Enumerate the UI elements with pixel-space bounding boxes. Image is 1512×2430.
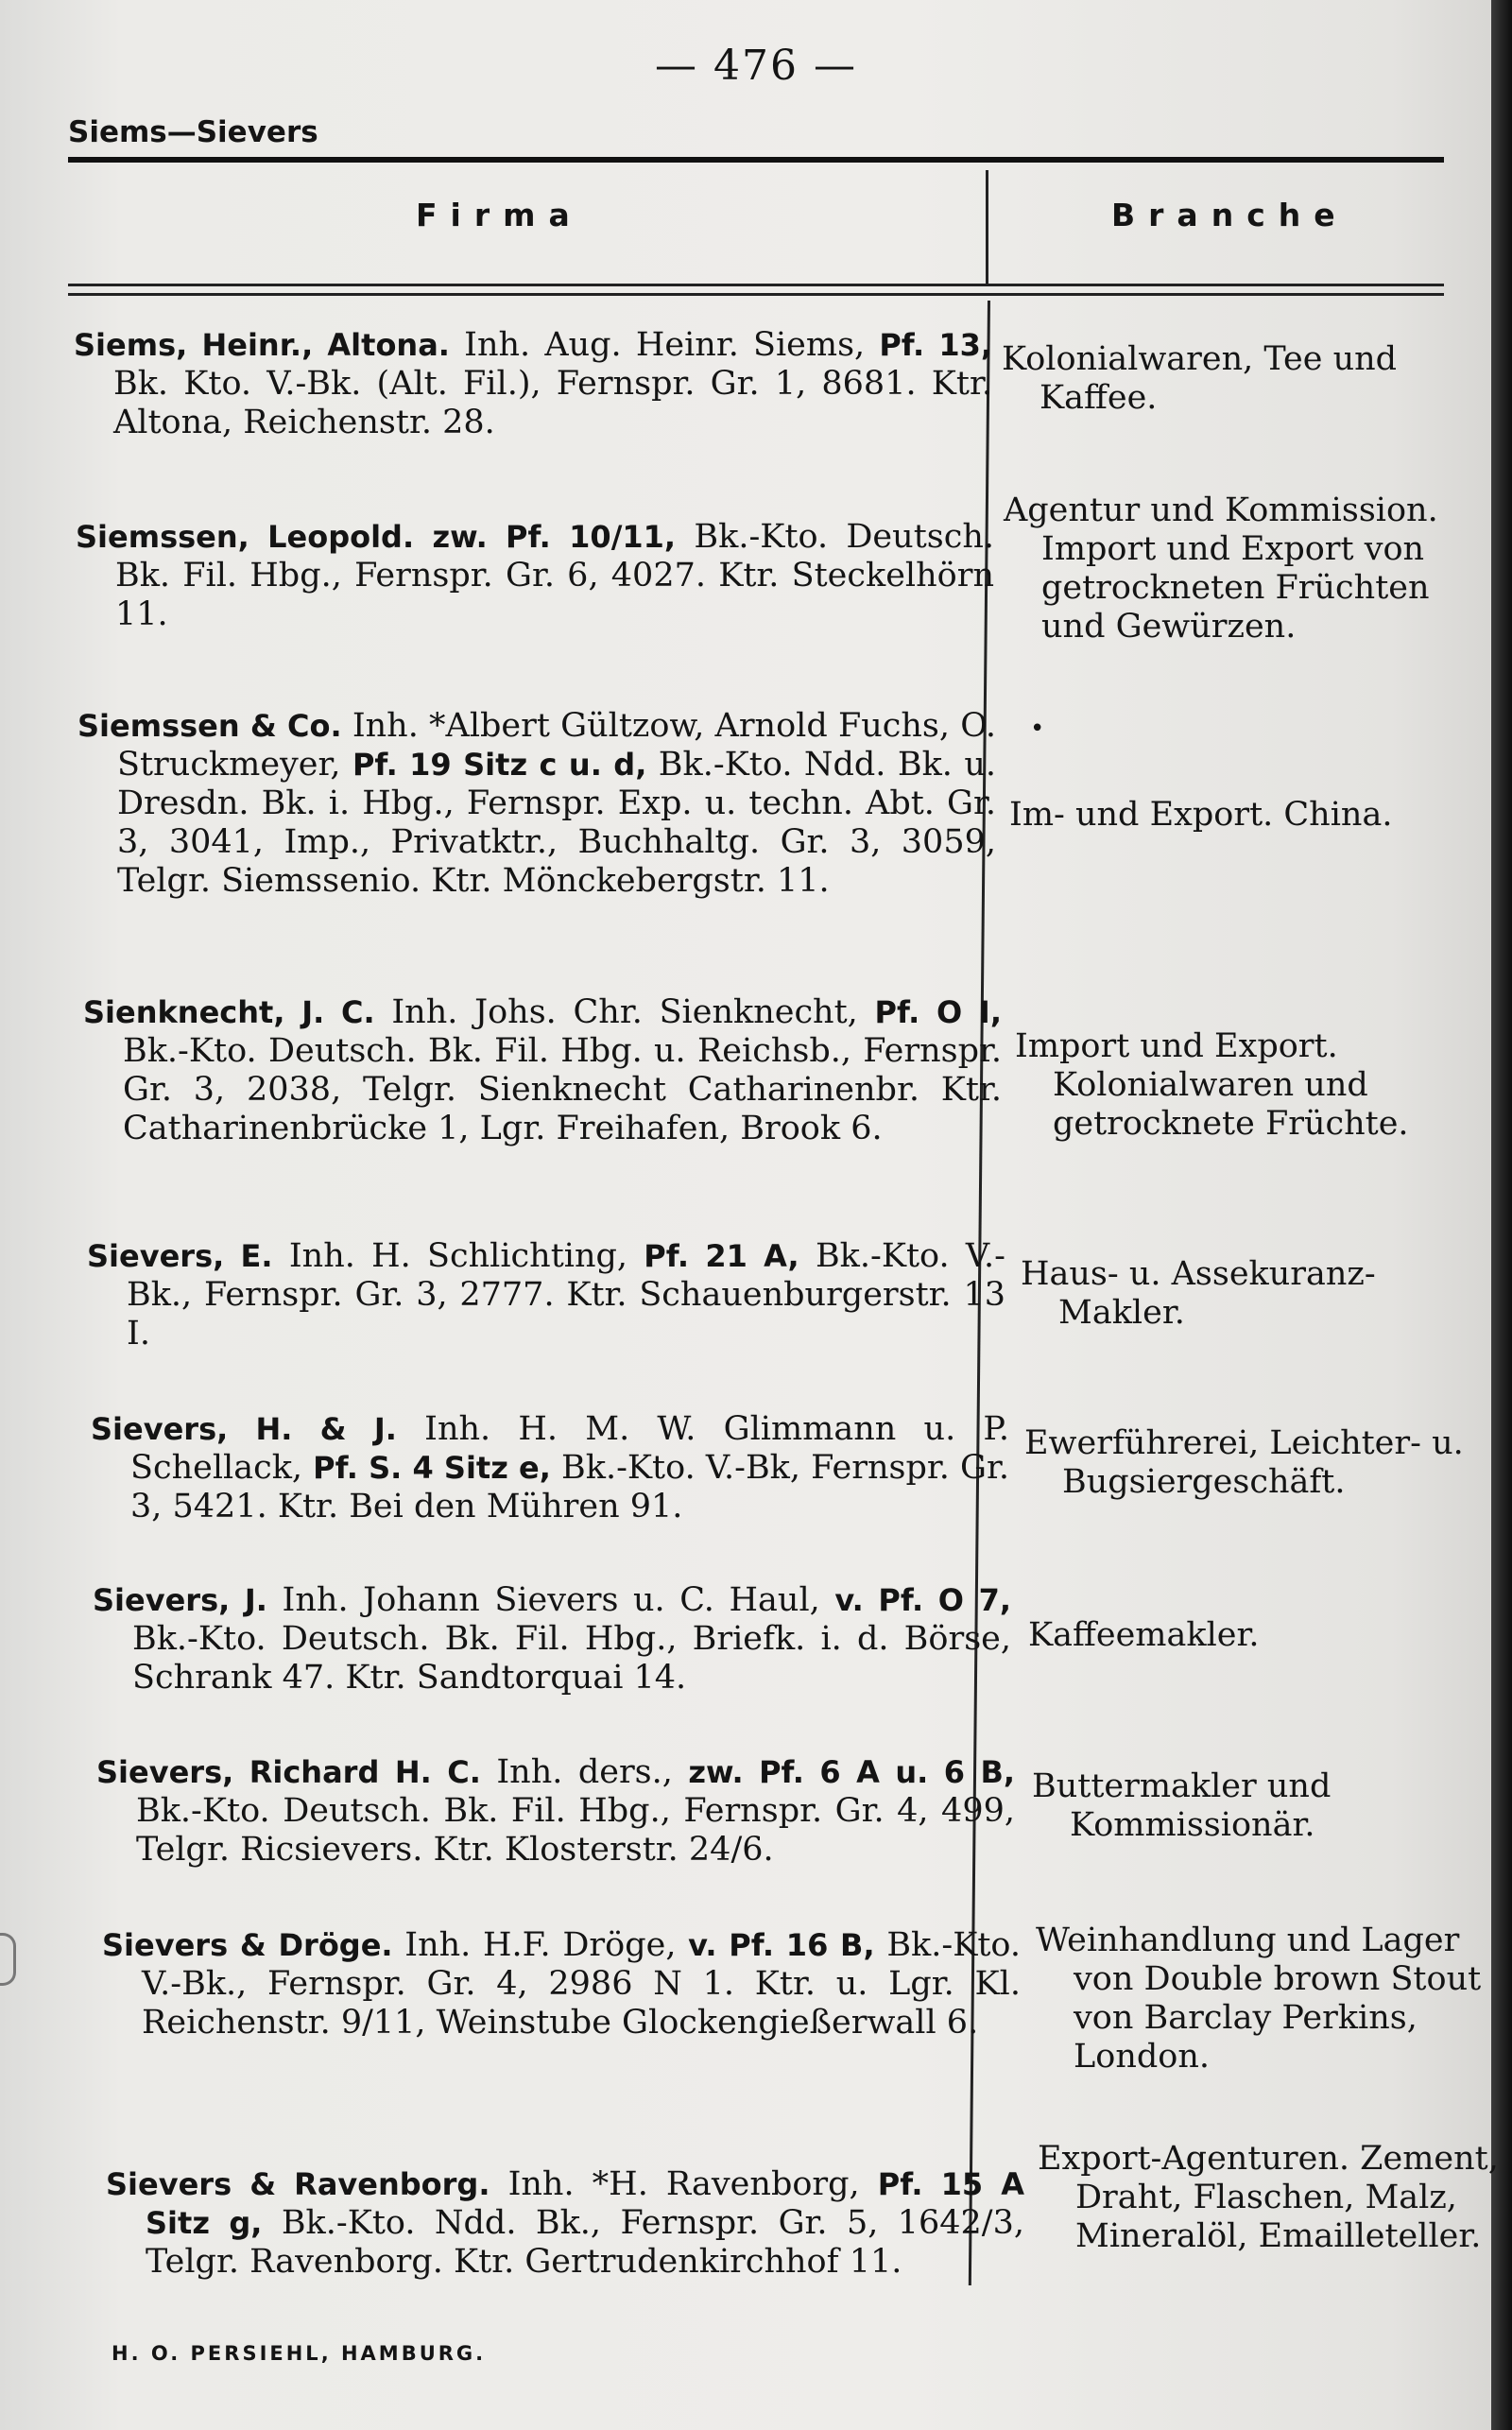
firma-text bbox=[93, 1581, 1011, 1698]
firm-details: Bk.-Kto. Deutsch. Bk. Fil. Hbg., Fernspr. Gr. 6, 4027. Ktr. Steckelhörn 11. bbox=[115, 518, 994, 633]
pf-number: Pf. 19 Sitz c u. d, bbox=[352, 747, 647, 783]
running-head: Siems—Sievers bbox=[68, 115, 318, 149]
pf-number: Pf. S. 4 Sitz e, bbox=[313, 1450, 551, 1486]
branche-text: Buttermakler und Kommissionär. bbox=[1032, 1767, 1332, 1844]
firma-text bbox=[96, 1753, 1015, 1870]
firm-details: Bk.-Kto. Deutsch. Bk. Fil. Hbg. u. Reichsb., Fernspr. Gr. 3, 2038, Telgr. Sienknecht Catharinenbr. Ktr. Catharinenbrücke 1, Lgr. Freihafen, Brook 6. bbox=[123, 1032, 1002, 1147]
branche-text: Import und Export. Kolonialwaren und getrocknete Früchte. bbox=[1015, 1027, 1409, 1143]
firm-details: Bk.-Kto. V.-Bk., Fernspr. Gr. 3, 2777. Ktr. Schauenburgerstr. 13 I. bbox=[127, 1237, 1006, 1353]
column-divider-header bbox=[986, 170, 988, 284]
firm-details: Inh. H.F. Dröge, bbox=[392, 1926, 689, 1964]
firm-details: Inh. Johs. Chr. Sienknecht, bbox=[374, 993, 875, 1031]
pf-number: v. Pf. 16 B, bbox=[688, 1927, 875, 1963]
pf-number: zw. Pf. 10/11, bbox=[432, 519, 677, 555]
header-double-rule-top bbox=[68, 284, 1444, 286]
firm-name: Siemssen, Leopold. bbox=[76, 519, 415, 555]
firma-text bbox=[83, 993, 1002, 1148]
printer-imprint: H. O. PERSIEHL, HAMBURG. bbox=[112, 2342, 487, 2365]
firm-details: Inh. ders., bbox=[480, 1753, 689, 1791]
firm-details: Inh. *H. Ravenborg, bbox=[490, 2165, 878, 2203]
firm-details: Bk. Kto. V.-Bk. (Alt. Fil.), Fernspr. Gr. 1, 8681. Ktr. Altona, Reichenstr. 28. bbox=[113, 365, 992, 441]
branche-text: Kaffeemakler. bbox=[1028, 1616, 1260, 1654]
firm-name: Sienknecht, J. C. bbox=[83, 994, 375, 1030]
firm-name: Sievers, E. bbox=[87, 1238, 273, 1274]
firm-name: Sievers & Dröge. bbox=[102, 1927, 393, 1963]
branche-text: Kolonialwaren, Tee und Kaffee. bbox=[1002, 340, 1398, 417]
firm-details: Bk.-Kto. V.-Bk., Fernspr. Gr. 4, 2986 N 1. Ktr. u. Lgr. Kl. Reichenstr. 9/11, Weinstube Glockengießerwall 6. bbox=[142, 1926, 1021, 2042]
page-number: — 476 — bbox=[655, 42, 857, 90]
branche-text: Agentur und Kommission. Import und Export von getrockneten Früchten und Gewürzen. bbox=[1004, 491, 1438, 646]
firma-text bbox=[87, 1237, 1005, 1353]
branche-text: Haus- u. Assekuranz-Makler. bbox=[1021, 1255, 1376, 1332]
firm-name: Siems, Heinr., Altona. bbox=[74, 327, 450, 363]
firm-name: Sievers, Richard H. C. bbox=[96, 1754, 481, 1790]
firm-details: Bk.-Kto. Ndd. Bk., Fernspr. Gr. 5, 1642/3, Telgr. Ravenborg. Ktr. Gertrudenkirchhof 11. bbox=[146, 2204, 1024, 2281]
firm-name: Siemssen & Co. bbox=[77, 708, 342, 744]
pf-number: zw. Pf. 6 A u. 6 B, bbox=[688, 1754, 1016, 1790]
pf-number: Pf. 13, bbox=[879, 327, 992, 363]
firma-text bbox=[76, 518, 994, 634]
branche-text: Ewerführerei, Leichter- u. Bugsiergeschäft. bbox=[1024, 1424, 1464, 1501]
pf-number: Pf. O I, bbox=[874, 994, 1002, 1030]
bullet-mark: • bbox=[1030, 715, 1045, 743]
firma-text bbox=[106, 2165, 1024, 2282]
branche-text: Im- und Export. China. bbox=[1009, 796, 1393, 834]
firm-name: Sievers, H. & J. bbox=[91, 1411, 397, 1447]
firm-name: Sievers, J. bbox=[93, 1582, 267, 1618]
firm-details: Bk.-Kto. Ndd. Bk. u. Dresdn. Bk. i. Hbg., Fernspr. Exp. u. techn. Abt. Gr. 3, 3041, Imp., Privatktr., Buchhaltg. Gr. 3, 3059, Telgr. Siemssenio. Ktr. Mönckebergstr. 11. bbox=[117, 746, 996, 900]
header-double-rule-bottom bbox=[68, 293, 1444, 296]
firm-details: Bk.-Kto. Deutsch. Bk. Fil. Hbg., Fernspr. Gr. 4, 499, Telgr. Ricsievers. Ktr. Klosterstr. 24/6. bbox=[136, 1792, 1015, 1869]
firm-details: Inh. Aug. Heinr. Siems, bbox=[449, 326, 880, 364]
branche-text: Export-Agenturen. Zement, Draht, Flaschen, Malz, Mineralöl, Emailleteller. bbox=[1038, 2140, 1499, 2255]
firm-details: Inh. Johann Sievers u. C. Haul, bbox=[266, 1581, 835, 1619]
firm-details: Inh. *Albert Gültzow, Arnold Fuchs, O. Struckmeyer, bbox=[117, 707, 996, 784]
firm-details: Bk.-Kto. Deutsch. Bk. Fil. Hbg., Briefk. i. d. Börse, Schrank 47. Ktr. Sandtorquai 14. bbox=[132, 1620, 1011, 1697]
pf-number: Pf. 21 A, bbox=[644, 1238, 799, 1274]
firma-text bbox=[102, 1926, 1021, 2042]
column-header-branche: Branche bbox=[1111, 197, 1349, 233]
branche-text: Weinhandlung und Lager von Double brown Stout von Barclay Perkins, London. bbox=[1036, 1922, 1482, 2076]
binding-hole-mark bbox=[0, 1933, 16, 1986]
firm-name: Sievers & Ravenborg. bbox=[106, 2166, 490, 2202]
firma-text bbox=[91, 1410, 1009, 1526]
firm-details: Inh. H. M. W. Glimmann u. P. Schellack, bbox=[130, 1410, 1009, 1487]
firm-details bbox=[414, 518, 432, 556]
firma-text bbox=[77, 707, 996, 901]
column-header-firma: Firma bbox=[416, 197, 583, 233]
pf-number: Pf. 15 A Sitz g, bbox=[146, 2166, 1024, 2241]
header-rule bbox=[68, 157, 1444, 163]
pf-number: v. Pf. O 7, bbox=[834, 1582, 1011, 1618]
firm-details: Inh. H. Schlichting, bbox=[272, 1237, 644, 1275]
firm-details: Bk.-Kto. V.-Bk, Fernspr. Gr. 3, 5421. Ktr. Bei den Mühren 91. bbox=[130, 1449, 1010, 1525]
firma-text bbox=[74, 326, 992, 442]
